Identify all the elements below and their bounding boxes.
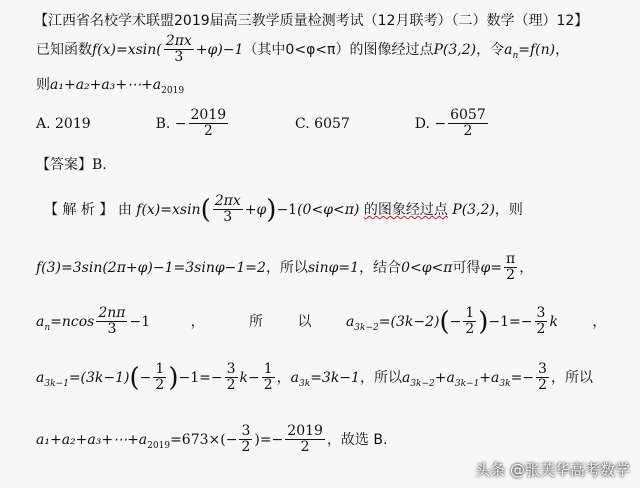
answer-line: 【答案】B. [36,157,107,173]
watermark: 头条 @张芙华高考数学 [475,461,630,479]
analysis-line-4: $a_{3k-1}=(3k-1)(-$ $\frac{1}{2}$ )−1=− $\frac{3}{2}$ k− $\frac{1}{2}$ ，$a_{3k}=3k-1$，所以$a_{3k-2}+a_{3k-1}+a_{3k}=-$ $\frac{3}{2}$ ，所以 [36,361,593,394]
option-b: B. − $\frac{2019}{2}$ [155,107,227,140]
question-line-1: 已知函数f(x)=xsin( $\frac{2\pi x}{3}$ +φ)−1（其中0<φ<π）的图像经过点P(3,2)，令$a_n=f(n)$， [36,33,570,66]
analysis-line-5: $a_1+a_2+a_3+\cdots+a_{2019}=673\times(-$ $\frac{3}{2}$ )=− $\frac{2019}{2}$ ，故选 B. [36,423,388,456]
option-d: D. − $\frac{6057}{2}$ [414,107,486,140]
source-header: 【江西省名校学术联盟2019届高三教学质量检测考试（12月联考）（二）数学（理）12】 [34,13,589,29]
option-c: C. 6057 [295,115,350,132]
analysis-line-1: 【 解 析 】 由 f(x)=xsin( $\frac{2\pi x}{3}$ +φ)−1(0<φ<π) 的图象经过点 P(3,2)，则 [44,193,523,226]
options-row [36,108,490,140]
analysis-line-2: f(3)=3sin(2π+φ)−1=3sinφ−1=2，所以sinφ=1，结合0<φ<π可得φ= $\frac{\pi}{2}$ ， [36,251,534,284]
question-line-2: 则$a_1+a_2+a_3+\cdots+a_{2019}$ [36,77,185,96]
option-a: A. 2019 [36,115,91,132]
analysis-line-3: $a_n=ncos$ $\frac{2n\pi}{3}$ −1 ， 所 以 $a_{3k-2}=(3k-2)(-$ $\frac{1}{2}$ )−1=− $\frac{3}{2}$ k ， [36,305,607,338]
